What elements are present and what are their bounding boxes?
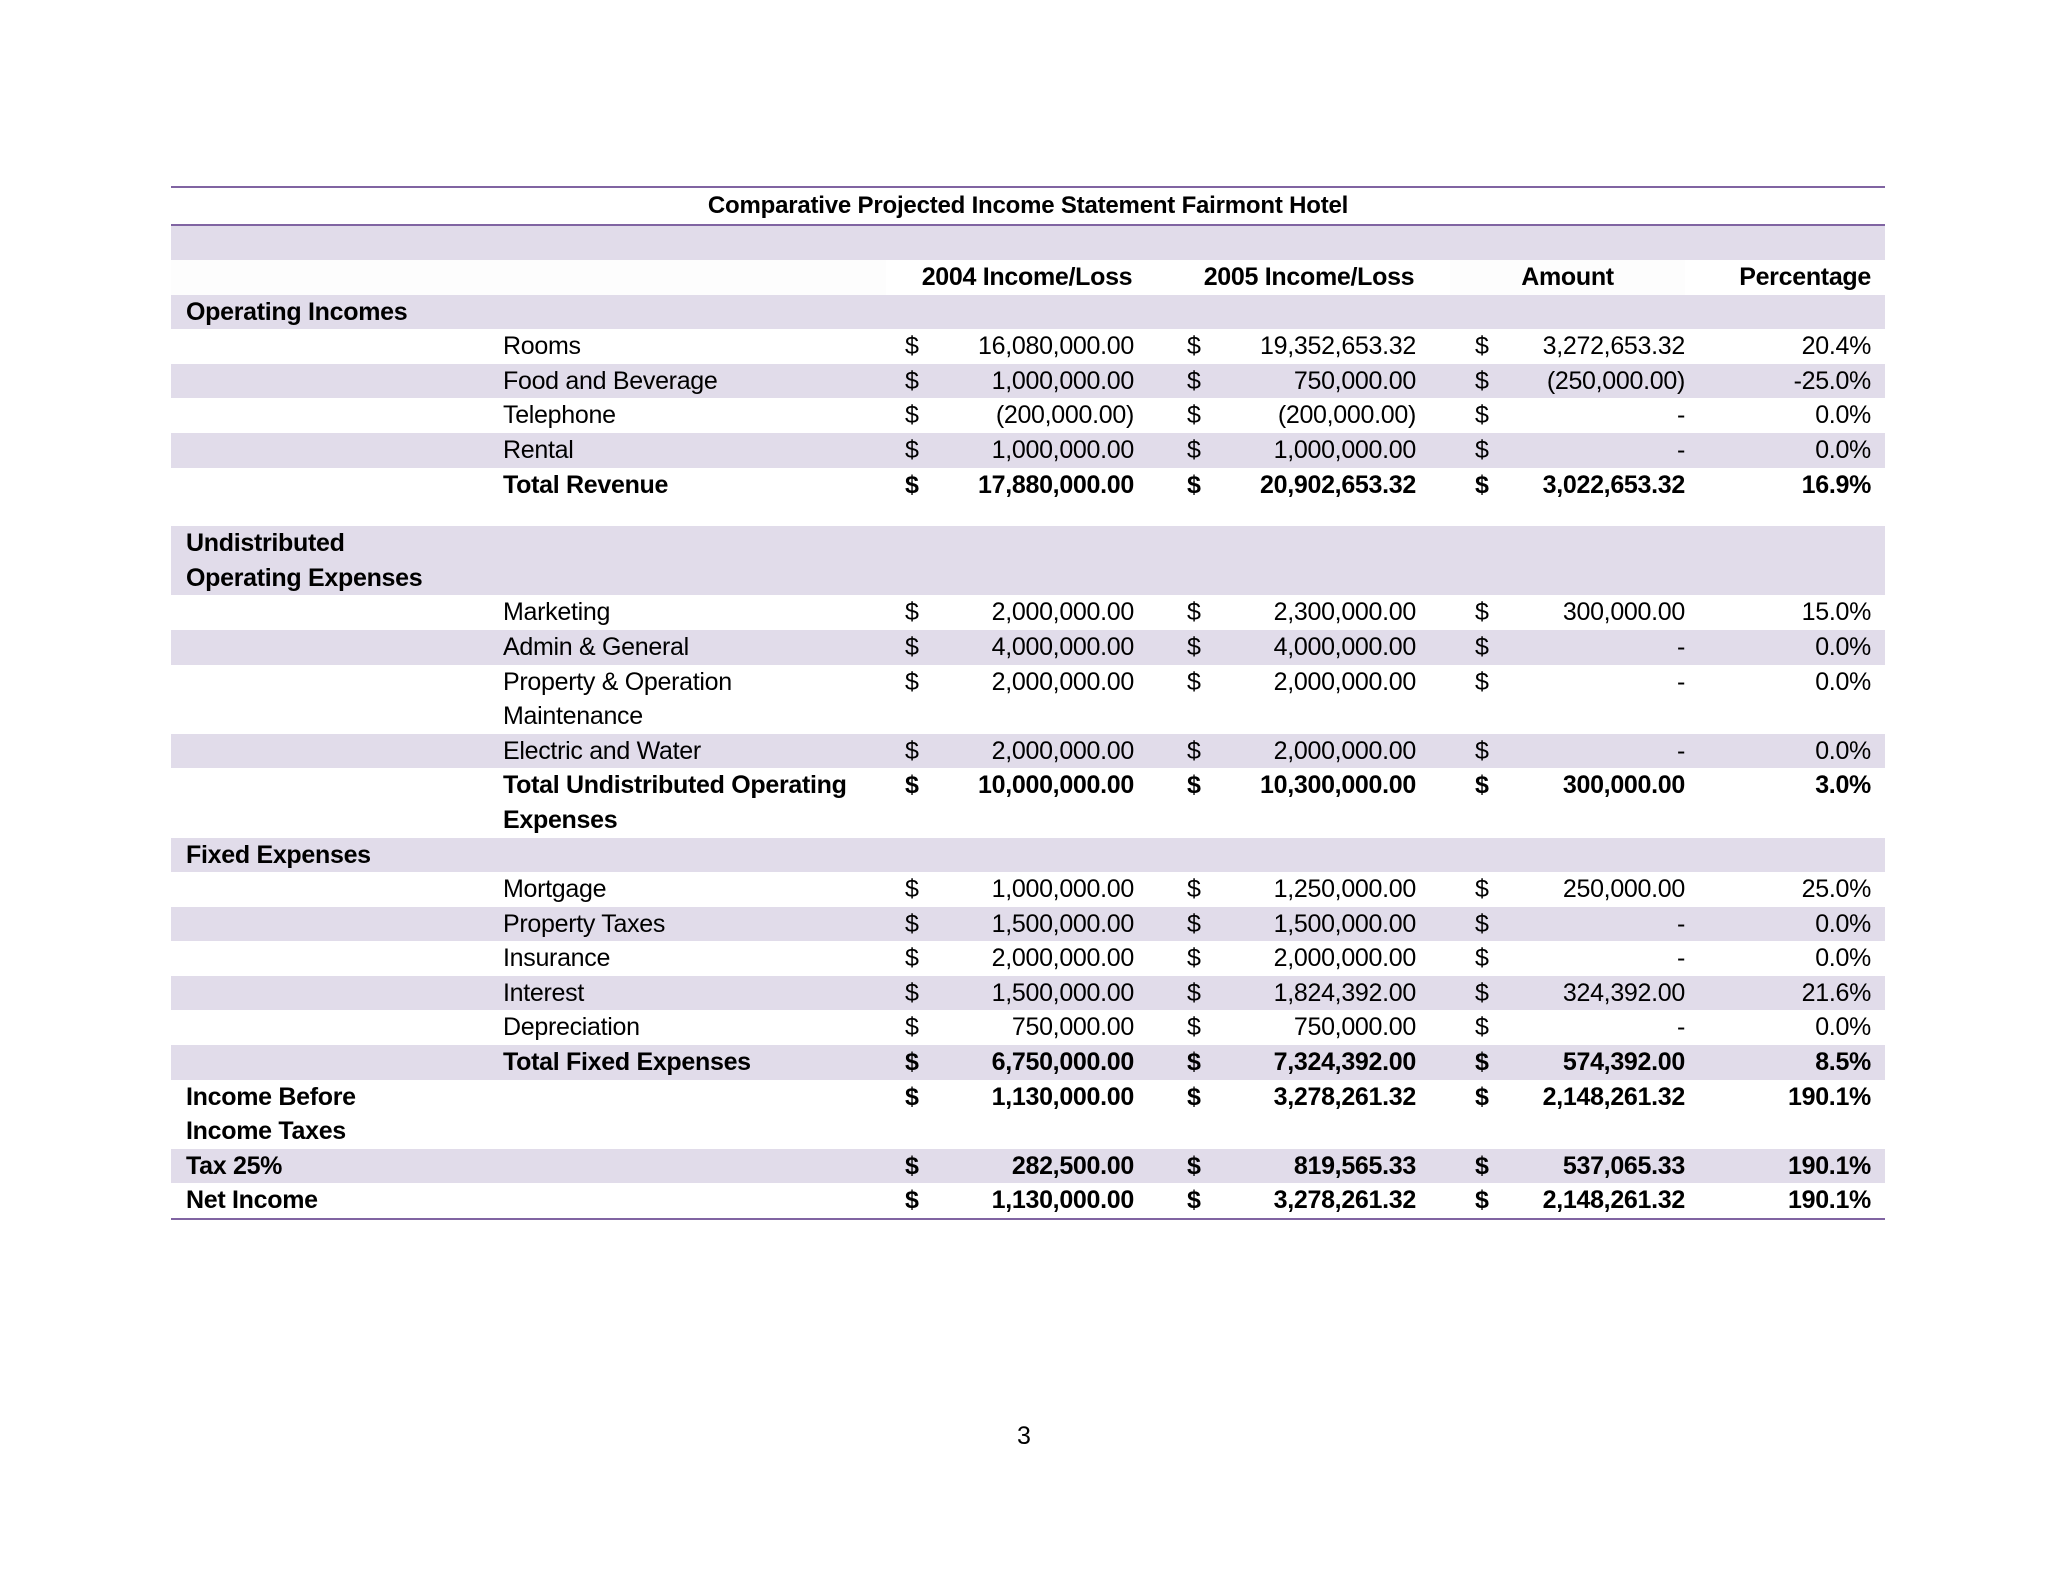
value-amount	[1450, 768, 1685, 837]
currency-symbol: $	[1475, 470, 1489, 499]
row-label-empty	[171, 329, 503, 364]
row-label: Tax 25%	[171, 1149, 503, 1184]
amount-value: 2,000,000.00	[991, 598, 1134, 627]
row-label: Total Fixed Expenses	[503, 1045, 886, 1080]
value-2005	[1168, 595, 1450, 630]
value-2005	[1168, 1045, 1450, 1080]
currency-symbol: $	[905, 332, 919, 361]
currency-symbol: $	[1187, 366, 1201, 395]
currency-symbol: $	[1475, 771, 1489, 800]
value-percentage: 0.0%	[1815, 944, 1871, 973]
row-label: Net Income	[186, 1186, 318, 1215]
value-amount	[1450, 398, 1685, 433]
table-row	[171, 768, 1885, 837]
value-2004	[886, 630, 1168, 665]
value-2005	[1168, 398, 1450, 433]
value-2005	[1168, 872, 1450, 907]
row-label-empty	[171, 907, 503, 942]
table-row	[171, 976, 1885, 1011]
currency-symbol: $	[1187, 332, 1201, 361]
currency-symbol: $	[1475, 1048, 1489, 1077]
currency-symbol: $	[1187, 667, 1201, 696]
row-label: Marketing	[503, 598, 611, 627]
header-amount: Amount	[1450, 260, 1685, 295]
currency-symbol: $	[1187, 1048, 1201, 1077]
value-amount	[1450, 665, 1685, 734]
row-label-empty	[171, 1010, 503, 1045]
value-2005	[1168, 768, 1450, 837]
value-amount	[1450, 1149, 1685, 1184]
amount-value: 3,278,261.32	[1273, 1082, 1416, 1111]
header-percentage: Percentage	[1739, 263, 1871, 291]
row-label-empty	[171, 398, 503, 433]
row-label: Insurance	[503, 944, 611, 973]
section-operating-incomes: Operating Incomes	[171, 295, 1885, 330]
currency-symbol: $	[905, 470, 919, 499]
currency-symbol: $	[1475, 1151, 1489, 1180]
value-2004	[886, 329, 1168, 364]
currency-symbol: $	[1187, 1013, 1201, 1042]
amount-value: 16,080,000.00	[978, 332, 1134, 361]
currency-symbol: $	[1475, 667, 1489, 696]
currency-symbol: $	[1187, 401, 1201, 430]
value-percentage: 0.0%	[1685, 734, 1885, 769]
amount-value: 1,250,000.00	[1273, 875, 1416, 904]
value-2005	[1168, 734, 1450, 769]
row-label-empty	[171, 941, 503, 976]
currency-symbol: $	[1187, 944, 1201, 973]
currency-symbol: $	[1187, 771, 1201, 800]
value-percentage: 16.9%	[1801, 470, 1871, 499]
value-percentage: 0.0%	[1815, 1013, 1871, 1042]
value-amount	[1450, 976, 1685, 1011]
currency-symbol: $	[905, 366, 919, 395]
column-header-row	[171, 260, 1885, 295]
value-2004	[886, 595, 1168, 630]
amount-value: -	[1676, 1013, 1685, 1042]
currency-symbol: $	[1475, 978, 1489, 1007]
amount-value: 1,500,000.00	[1273, 909, 1416, 938]
page-number: 3	[1017, 1422, 1031, 1450]
table-row	[171, 630, 1885, 665]
row-label: Income Before Income Taxes	[186, 1082, 356, 1146]
table-row	[171, 364, 1885, 399]
amount-value: 2,000,000.00	[1273, 667, 1416, 696]
row-label-empty	[171, 468, 503, 503]
row-label-empty	[171, 364, 503, 399]
value-2004	[886, 665, 1168, 734]
currency-symbol: $	[1187, 1151, 1201, 1180]
currency-symbol: $	[1187, 978, 1201, 1007]
amount-value: 17,880,000.00	[978, 470, 1134, 499]
value-amount	[1450, 329, 1685, 364]
value-percentage: 20.4%	[1801, 332, 1871, 361]
value-2004	[886, 398, 1168, 433]
amount-value: 20,902,653.32	[1260, 470, 1416, 499]
value-percentage: 15.0%	[1801, 598, 1871, 627]
amount-value: 574,392.00	[1562, 1048, 1685, 1077]
table-row	[171, 398, 1885, 433]
currency-symbol: $	[1475, 944, 1489, 973]
value-amount	[1450, 468, 1685, 503]
row-label-empty	[171, 1045, 503, 1080]
currency-symbol: $	[1187, 736, 1201, 765]
currency-symbol: $	[1475, 366, 1489, 395]
value-amount	[1450, 1080, 1685, 1149]
table-row	[171, 665, 1885, 734]
row-label-empty	[171, 595, 503, 630]
table-row	[171, 907, 1885, 942]
amount-value: 2,000,000.00	[991, 667, 1134, 696]
amount-value: 2,148,261.32	[1542, 1186, 1685, 1215]
row-label: Rooms	[503, 332, 581, 361]
header-2004: 2004 Income/Loss	[921, 263, 1133, 291]
currency-symbol: $	[905, 736, 919, 765]
table-row	[171, 329, 1885, 364]
value-2005	[1168, 433, 1450, 468]
amount-value: 1,824,392.00	[1273, 978, 1416, 1007]
amount-value: -	[1676, 401, 1685, 430]
table-row	[171, 1045, 1885, 1080]
row-item-empty	[503, 1183, 886, 1218]
table-row	[171, 1183, 1885, 1218]
currency-symbol: $	[1475, 875, 1489, 904]
currency-symbol: $	[905, 435, 919, 464]
value-2005	[1168, 1183, 1450, 1218]
table-row	[171, 1010, 1885, 1045]
row-label-empty	[171, 768, 503, 837]
amount-value: 537,065.33	[1562, 1151, 1685, 1180]
table-row	[171, 595, 1885, 630]
value-2004	[886, 1045, 1168, 1080]
currency-symbol: $	[1475, 736, 1489, 765]
amount-value: 2,300,000.00	[1273, 598, 1416, 627]
currency-symbol: $	[905, 771, 919, 800]
row-label-empty	[171, 872, 503, 907]
currency-symbol: $	[1187, 598, 1201, 627]
value-amount	[1450, 734, 1685, 769]
value-2005	[1168, 364, 1450, 399]
amount-value: 1,000,000.00	[1273, 435, 1416, 464]
amount-value: 7,324,392.00	[1273, 1048, 1416, 1077]
row-label-empty	[171, 665, 503, 734]
currency-symbol: $	[1187, 435, 1201, 464]
amount-value: -	[1676, 667, 1685, 696]
amount-value: (200,000.00)	[1277, 401, 1416, 430]
row-label: Electric and Water	[503, 734, 886, 769]
amount-value: 2,000,000.00	[991, 736, 1134, 765]
currency-symbol: $	[905, 1082, 919, 1111]
row-label: Property & Operation Maintenance	[503, 667, 732, 731]
amount-value: 1,500,000.00	[991, 909, 1134, 938]
value-amount	[1450, 907, 1685, 942]
row-label: Interest	[503, 976, 886, 1011]
value-2004	[886, 734, 1168, 769]
amount-value: 324,392.00	[1562, 978, 1685, 1007]
amount-value: 1,000,000.00	[991, 435, 1134, 464]
amount-value: 250,000.00	[1562, 875, 1685, 904]
value-2004	[886, 433, 1168, 468]
currency-symbol: $	[905, 667, 919, 696]
value-amount	[1450, 1183, 1685, 1218]
value-2005	[1168, 630, 1450, 665]
currency-symbol: $	[1187, 1186, 1201, 1215]
section-undistributed: Undistributed Operating Expenses	[171, 526, 1885, 595]
section-fixed-expenses: Fixed Expenses	[171, 838, 1885, 873]
row-item-empty	[503, 1149, 886, 1184]
table-row	[171, 468, 1885, 503]
table-row	[171, 1149, 1885, 1184]
value-percentage: 3.0%	[1815, 771, 1871, 800]
row-label: Total Revenue	[503, 470, 669, 499]
amount-value: 10,300,000.00	[1260, 771, 1416, 800]
value-2004	[886, 872, 1168, 907]
value-2004	[886, 976, 1168, 1011]
amount-value: -	[1676, 944, 1685, 973]
value-amount	[1450, 433, 1685, 468]
value-percentage: 21.6%	[1685, 976, 1885, 1011]
currency-symbol: $	[905, 1186, 919, 1215]
currency-symbol: $	[1475, 1082, 1489, 1111]
row-label-empty	[171, 630, 503, 665]
row-label: Rental	[503, 433, 886, 468]
amount-value: 282,500.00	[1011, 1151, 1134, 1180]
value-2004	[886, 364, 1168, 399]
value-percentage: 0.0%	[1685, 433, 1885, 468]
amount-value: 1,130,000.00	[991, 1186, 1134, 1215]
amount-value: 3,272,653.32	[1542, 332, 1685, 361]
row-label-empty	[171, 433, 503, 468]
currency-symbol: $	[905, 944, 919, 973]
value-amount	[1450, 595, 1685, 630]
amount-value: 1,000,000.00	[991, 366, 1134, 395]
amount-value: 2,000,000.00	[1273, 736, 1416, 765]
value-2005	[1168, 329, 1450, 364]
currency-symbol: $	[905, 1013, 919, 1042]
amount-value: 3,278,261.32	[1273, 1186, 1416, 1215]
row-label: Mortgage	[503, 875, 607, 904]
value-2005	[1168, 1080, 1450, 1149]
row-item-empty	[503, 1080, 886, 1149]
table-row	[171, 872, 1885, 907]
value-percentage: 8.5%	[1685, 1045, 1885, 1080]
currency-symbol: $	[1475, 632, 1489, 661]
currency-symbol: $	[905, 1151, 919, 1180]
value-percentage: 190.1%	[1685, 1149, 1885, 1184]
row-label: Depreciation	[503, 1013, 640, 1042]
row-label: Telephone	[503, 401, 616, 430]
row-label: Admin & General	[503, 630, 886, 665]
currency-symbol: $	[1475, 332, 1489, 361]
amount-value: 1,500,000.00	[991, 978, 1134, 1007]
value-2004	[886, 1149, 1168, 1184]
header-band	[171, 226, 1885, 260]
amount-value: 1,000,000.00	[991, 875, 1134, 904]
value-2004	[886, 1010, 1168, 1045]
amount-value: -	[1676, 909, 1685, 938]
value-2004	[886, 907, 1168, 942]
amount-value: 19,352,653.32	[1260, 332, 1416, 361]
currency-symbol: $	[905, 401, 919, 430]
value-percentage: 0.0%	[1815, 401, 1871, 430]
amount-value: 2,000,000.00	[991, 944, 1134, 973]
value-amount	[1450, 872, 1685, 907]
currency-symbol: $	[1475, 401, 1489, 430]
amount-value: 2,148,261.32	[1542, 1082, 1685, 1111]
amount-value: 4,000,000.00	[991, 632, 1134, 661]
amount-value: 6,750,000.00	[991, 1048, 1134, 1077]
currency-symbol: $	[905, 978, 919, 1007]
value-amount	[1450, 1010, 1685, 1045]
value-percentage: 25.0%	[1801, 875, 1871, 904]
value-2005	[1168, 1149, 1450, 1184]
value-amount	[1450, 630, 1685, 665]
table-row	[171, 433, 1885, 468]
amount-value: 750,000.00	[1293, 1013, 1416, 1042]
currency-symbol: $	[905, 632, 919, 661]
value-2005	[1168, 907, 1450, 942]
value-percentage: 0.0%	[1815, 667, 1871, 696]
currency-symbol: $	[1187, 1082, 1201, 1111]
value-2005	[1168, 468, 1450, 503]
currency-symbol: $	[905, 909, 919, 938]
currency-symbol: $	[905, 1048, 919, 1077]
row-label: Total Undistributed Operating Expenses	[503, 771, 847, 834]
value-percentage: 0.0%	[1685, 907, 1885, 942]
table-row	[171, 734, 1885, 769]
amount-value: 3,022,653.32	[1542, 470, 1685, 499]
amount-value: 750,000.00	[1011, 1013, 1134, 1042]
amount-value: 300,000.00	[1562, 771, 1685, 800]
currency-symbol: $	[1187, 470, 1201, 499]
amount-value: 2,000,000.00	[1273, 944, 1416, 973]
value-2004	[886, 941, 1168, 976]
amount-value: 819,565.33	[1293, 1151, 1416, 1180]
currency-symbol: $	[905, 875, 919, 904]
value-2004	[886, 1183, 1168, 1218]
amount-value: -	[1676, 632, 1685, 661]
value-2005	[1168, 941, 1450, 976]
value-amount	[1450, 1045, 1685, 1080]
value-2005	[1168, 976, 1450, 1011]
currency-symbol: $	[1475, 909, 1489, 938]
currency-symbol: $	[1475, 1013, 1489, 1042]
currency-symbol: $	[1187, 632, 1201, 661]
amount-value: 750,000.00	[1293, 366, 1416, 395]
amount-value: -	[1676, 736, 1685, 765]
amount-value: (200,000.00)	[995, 401, 1134, 430]
income-statement-table	[171, 186, 1885, 1220]
amount-value: 1,130,000.00	[991, 1082, 1134, 1111]
value-percentage: 0.0%	[1685, 630, 1885, 665]
currency-symbol: $	[1475, 1186, 1489, 1215]
amount-value: 300,000.00	[1562, 598, 1685, 627]
row-label-empty	[171, 976, 503, 1011]
table-row	[171, 941, 1885, 976]
value-amount	[1450, 941, 1685, 976]
value-2005	[1168, 1010, 1450, 1045]
amount-value: -	[1676, 435, 1685, 464]
currency-symbol: $	[905, 598, 919, 627]
row-label: Property Taxes	[503, 907, 886, 942]
bottom-rule	[171, 1218, 1885, 1220]
currency-symbol: $	[1475, 435, 1489, 464]
value-percentage: 190.1%	[1788, 1082, 1871, 1111]
header-2005: 2005 Income/Loss	[1203, 263, 1415, 291]
currency-symbol: $	[1187, 875, 1201, 904]
value-2004	[886, 768, 1168, 837]
row-label: Food and Beverage	[503, 364, 886, 399]
row-label-empty	[171, 734, 503, 769]
value-2004	[886, 468, 1168, 503]
value-amount	[1450, 364, 1685, 399]
currency-symbol: $	[1475, 598, 1489, 627]
amount-value: (250,000.00)	[1546, 366, 1685, 395]
table-title: Comparative Projected Income Statement Fairmont Hotel	[171, 186, 1885, 226]
amount-value: 10,000,000.00	[978, 771, 1134, 800]
value-percentage: 190.1%	[1788, 1186, 1871, 1215]
value-2004	[886, 1080, 1168, 1149]
spacer-row	[171, 502, 1885, 526]
amount-value: 4,000,000.00	[1273, 632, 1416, 661]
value-2005	[1168, 665, 1450, 734]
currency-symbol: $	[1187, 909, 1201, 938]
table-row	[171, 1080, 1885, 1149]
value-percentage: -25.0%	[1685, 364, 1885, 399]
